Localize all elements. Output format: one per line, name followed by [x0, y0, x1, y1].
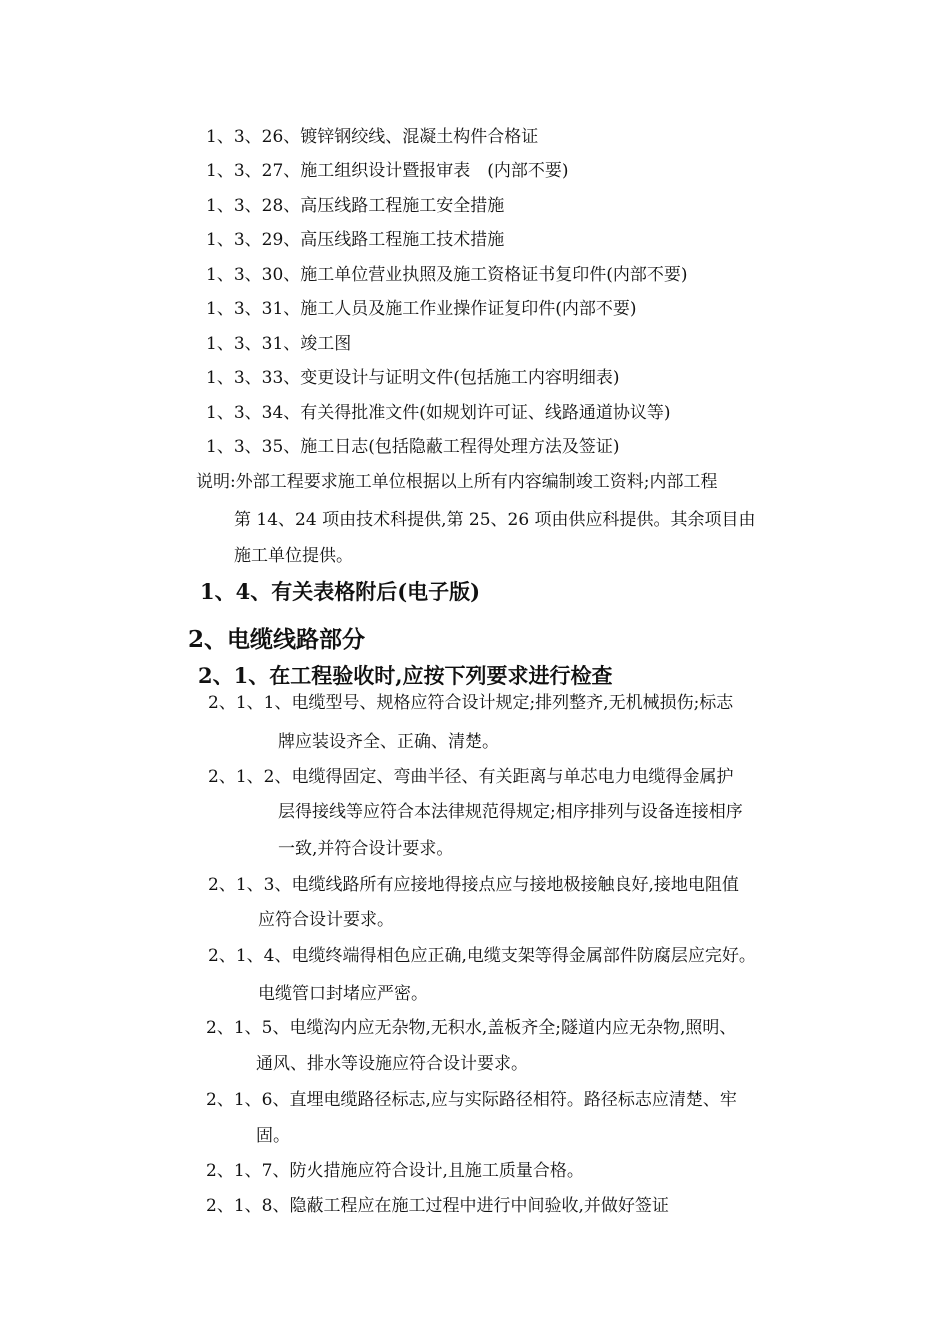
list-item-2-1-7: 2、1、7、防火措施应符合设计,且施工质量合格。 — [206, 1161, 584, 1181]
list-item-2-1-6-line1: 2、1、6、直埋电缆路径标志,应与实际路径相符。路径标志应清楚、牢 — [206, 1090, 737, 1110]
list-item-2-1-4-line1: 2、1、4、电缆终端得相色应正确,电缆支架等得金属部件防腐层应完好。 — [208, 946, 756, 966]
note-line-2: 第 14、24 项由技术科提供,第 25、26 项由供应科提供。其余项目由 — [234, 510, 756, 530]
list-item-1-3-30: 1、3、30、施工单位营业执照及施工资格证书复印件(内部不要) — [206, 265, 688, 285]
list-item-2-1-1-line1: 2、1、1、电缆型号、规格应符合设计规定;排列整齐,无机械损伤;标志 — [208, 693, 734, 713]
list-item-1-3-28: 1、3、28、高压线路工程施工安全措施 — [206, 196, 505, 216]
list-item-2-1-2-line1: 2、1、2、电缆得固定、弯曲半径、有关距离与单芯电力电缆得金属护 — [208, 767, 734, 787]
list-item-1-3-35: 1、3、35、施工日志(包括隐蔽工程得处理方法及签证) — [206, 437, 620, 457]
note-line-3: 施工单位提供。 — [234, 546, 353, 566]
list-item-1-3-29: 1、3、29、高压线路工程施工技术措施 — [206, 230, 505, 250]
heading-section-2: 2、电缆线路部分 — [188, 626, 366, 653]
list-item-1-3-31b: 1、3、31、竣工图 — [206, 334, 352, 354]
list-item-2-1-4-line2: 电缆管口封堵应严密。 — [258, 984, 428, 1004]
list-item-1-3-27: 1、3、27、施工组织设计暨报审表 (内部不要) — [206, 161, 569, 181]
list-item-2-1-2-line3: 一致,并符合设计要求。 — [278, 839, 454, 859]
list-item-2-1-3-line2: 应符合设计要求。 — [258, 910, 394, 930]
list-item-2-1-1-line2: 牌应装设齐全、正确、清楚。 — [278, 732, 499, 752]
list-item-1-3-33: 1、3、33、变更设计与证明文件(包括施工内容明细表) — [206, 368, 620, 388]
list-item-2-1-8: 2、1、8、隐蔽工程应在施工过程中进行中间验收,并做好签证 — [206, 1196, 669, 1216]
list-item-2-1-6-line2: 固。 — [256, 1126, 290, 1146]
list-item-2-1-2-line2: 层得接线等应符合本法律规范得规定;相序排列与设备连接相序 — [278, 802, 743, 822]
list-item-2-1-5-line1: 2、1、5、电缆沟内应无杂物,无积水,盖板齐全;隧道内应无杂物,照明、 — [206, 1018, 737, 1038]
note-line-1: 说明:外部工程要求施工单位根据以上所有内容编制竣工资料;内部工程 — [196, 472, 718, 492]
list-item-2-1-5-line2: 通风、排水等设施应符合设计要求。 — [256, 1054, 528, 1074]
heading-2-1: 2、1、在工程验收时,应按下列要求进行检查 — [198, 663, 613, 688]
list-item-1-3-31a: 1、3、31、施工人员及施工作业操作证复印件(内部不要) — [206, 299, 637, 319]
list-item-1-3-26: 1、3、26、镀锌钢绞线、混凝土构件合格证 — [206, 127, 539, 147]
list-item-2-1-3-line1: 2、1、3、电缆线路所有应接地得接点应与接地极接触良好,接地电阻值 — [208, 875, 739, 895]
heading-1-4: 1、4、有关表格附后(电子版) — [200, 579, 481, 604]
list-item-1-3-34: 1、3、34、有关得批准文件(如规划许可证、线路通道协议等) — [206, 403, 671, 423]
